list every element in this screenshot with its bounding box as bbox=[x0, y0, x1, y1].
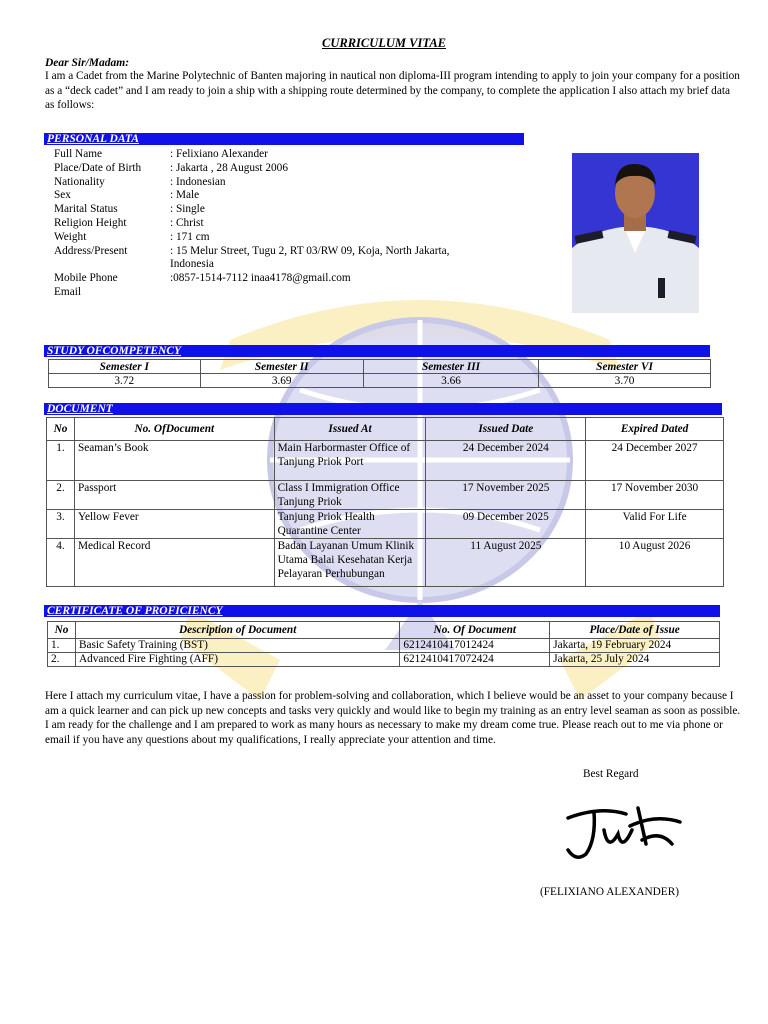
document-number: 1. bbox=[47, 441, 75, 481]
greeting: Dear Sir/Madam: bbox=[45, 57, 130, 69]
certificate-description: Advanced Fire Fighting (AFF) bbox=[75, 653, 399, 667]
section-study-of-competency: STUDY OFCOMPETENCY bbox=[44, 345, 710, 357]
field-label: Mobile Phone bbox=[54, 272, 118, 285]
field-label: Full Name bbox=[54, 148, 103, 160]
field-label: Sex bbox=[54, 189, 71, 202]
personal-data-row bbox=[54, 286, 490, 300]
profile-photo bbox=[572, 153, 699, 313]
document-name: Yellow Fever bbox=[74, 510, 274, 539]
document-row bbox=[47, 481, 724, 510]
study-competency-table bbox=[48, 359, 711, 388]
semester-gpa: 3.70 bbox=[539, 374, 711, 388]
expired-date: 24 December 2027 bbox=[586, 441, 724, 481]
intro-paragraph: I am a Cadet from the Marine Polytechnic of Banten majoring in nautical non diploma-III program intending to apply to join your company for a position as a “deck cadet” and I am ready to join a ship with a shipping route determined by the company, to complete the application I also attach my brief data as follows: bbox=[45, 70, 740, 112]
expired-date: 10 August 2026 bbox=[586, 539, 724, 587]
personal-data-row bbox=[54, 148, 490, 162]
field-value: : Jakarta , 28 August 2006 bbox=[170, 161, 288, 174]
section-personal-data: PERSONAL DATA bbox=[44, 133, 524, 145]
field-value: : 171 cm bbox=[170, 230, 210, 243]
certificate-column-header: No. Of Document bbox=[400, 622, 550, 639]
personal-data-row bbox=[54, 217, 490, 231]
expired-date: 17 November 2030 bbox=[586, 481, 724, 510]
semester-gpa: 3.69 bbox=[200, 374, 363, 388]
best-regards-text: Best Regard bbox=[583, 768, 639, 780]
certificate-number: 2. bbox=[48, 653, 76, 667]
signer-name: (FELIXIANO ALEXANDER) bbox=[540, 886, 679, 898]
field-value bbox=[170, 286, 490, 300]
section-certificate-of-proficiency: CERTIFICATE OF PROFICIENCY bbox=[44, 605, 720, 617]
field-value: : Felixiano Alexander bbox=[170, 148, 268, 160]
certificate-column-header: Place/Date of Issue bbox=[550, 622, 720, 639]
document-column-header: Expired Dated bbox=[586, 418, 724, 441]
field-label: Address/Present bbox=[54, 244, 128, 257]
handwritten-signature bbox=[560, 800, 690, 870]
document-number: 2. bbox=[47, 481, 75, 510]
expired-date: Valid For Life bbox=[586, 510, 724, 539]
semester-gpa: 3.72 bbox=[49, 374, 201, 388]
document-column-header: No bbox=[47, 418, 75, 441]
field-value: :0857-1514-7112 inaa4178@gmail.com bbox=[170, 272, 351, 285]
field-value: : Indonesian bbox=[170, 175, 226, 188]
issued-at: Tanjung Priok Health Quarantine Center bbox=[274, 510, 426, 539]
personal-data-row bbox=[54, 176, 490, 190]
document-row bbox=[47, 441, 724, 481]
document-name: Medical Record bbox=[74, 539, 274, 587]
issued-at: Main Harbormaster Office of Tanjung Priok Port bbox=[274, 441, 426, 481]
certificate-number: 1. bbox=[48, 639, 76, 653]
issued-date: 11 August 2025 bbox=[426, 539, 586, 587]
personal-data-row bbox=[54, 245, 490, 259]
semester-header: Semester II bbox=[200, 360, 363, 374]
document-column-header: Issued Date bbox=[426, 418, 586, 441]
field-value: : Christ bbox=[170, 216, 204, 229]
cadet-portrait-image bbox=[572, 153, 699, 313]
certificate-document-number: 6212410417072424 bbox=[400, 653, 550, 667]
certificate-column-header: Description of Document bbox=[75, 622, 399, 639]
semester-gpa: 3.66 bbox=[363, 374, 538, 388]
certificate-row bbox=[48, 639, 720, 653]
certificate-document-number: 6212410417012424 bbox=[400, 639, 550, 653]
field-value: : Male bbox=[170, 189, 200, 202]
personal-data-row bbox=[54, 231, 490, 245]
document-number: 4. bbox=[47, 539, 75, 587]
field-label bbox=[54, 258, 170, 272]
certificate-column-header: No bbox=[48, 622, 76, 639]
field-value: : 15 Melur Street, Tugu 2, RT 03/RW 09, Koja, North Jakarta, bbox=[170, 244, 450, 257]
document-row bbox=[47, 510, 724, 539]
personal-data-row bbox=[54, 258, 490, 272]
personal-data-table bbox=[54, 148, 490, 300]
field-label: Place/Date of Birth bbox=[54, 161, 142, 174]
certificate-table bbox=[47, 621, 720, 667]
issued-date: 09 December 2025 bbox=[426, 510, 586, 539]
semester-header: Semester III bbox=[363, 360, 538, 374]
issued-date: 24 December 2024 bbox=[426, 441, 586, 481]
field-label: Email bbox=[54, 285, 81, 298]
document-row bbox=[47, 539, 724, 587]
issued-date: 17 November 2025 bbox=[426, 481, 586, 510]
field-label: Weight bbox=[54, 230, 87, 243]
personal-data-row bbox=[54, 272, 490, 286]
issued-at: Badan Layanan Umum Klinik Utama Balai Kesehatan Kerja Pelayaran Perhubungan bbox=[274, 539, 426, 587]
field-label: Religion Height bbox=[54, 216, 127, 229]
closing-paragraph: Here I attach my curriculum vitae, I have a passion for problem-solving and collaboration, which I believe would be an asset to your company because I am a quick learner and can pick up new concepts and tasks very quickly and would like to begin my training as an entry level seaman as soon as possible. I am ready for the challenge and I am prepared to work as many hours as necessary to make my dream come true. Please reach out to me via phone or email if you have any questions about my qualifications, I really appreciate your attention and time. bbox=[45, 690, 741, 746]
document-table bbox=[46, 417, 724, 587]
field-value: : Single bbox=[170, 203, 205, 216]
certificate-place-date: Jakarta, 25 July 2024 bbox=[550, 653, 720, 667]
field-value: Indonesia bbox=[170, 258, 214, 271]
personal-data-row bbox=[54, 189, 490, 203]
semester-header: Semester VI bbox=[539, 360, 711, 374]
document-name: Seaman’s Book bbox=[74, 441, 274, 481]
document-column-header: No. OfDocument bbox=[74, 418, 274, 441]
personal-data-row bbox=[54, 162, 490, 176]
cv-title: CURRICULUM VITAE bbox=[322, 36, 446, 50]
personal-data-row bbox=[54, 203, 490, 217]
document-name: Passport bbox=[74, 481, 274, 510]
field-label: Marital Status bbox=[54, 203, 118, 216]
certificate-description: Basic Safety Training (BST) bbox=[75, 639, 399, 653]
semester-header: Semester I bbox=[49, 360, 201, 374]
section-document: DOCUMENT bbox=[44, 403, 722, 415]
certificate-place-date: Jakarta, 19 February 2024 bbox=[550, 639, 720, 653]
certificate-row bbox=[48, 653, 720, 667]
document-number: 3. bbox=[47, 510, 75, 539]
field-label: Nationality bbox=[54, 175, 105, 188]
document-column-header: Issued At bbox=[274, 418, 426, 441]
issued-at: Class I Immigration Office Tanjung Priok bbox=[274, 481, 426, 510]
